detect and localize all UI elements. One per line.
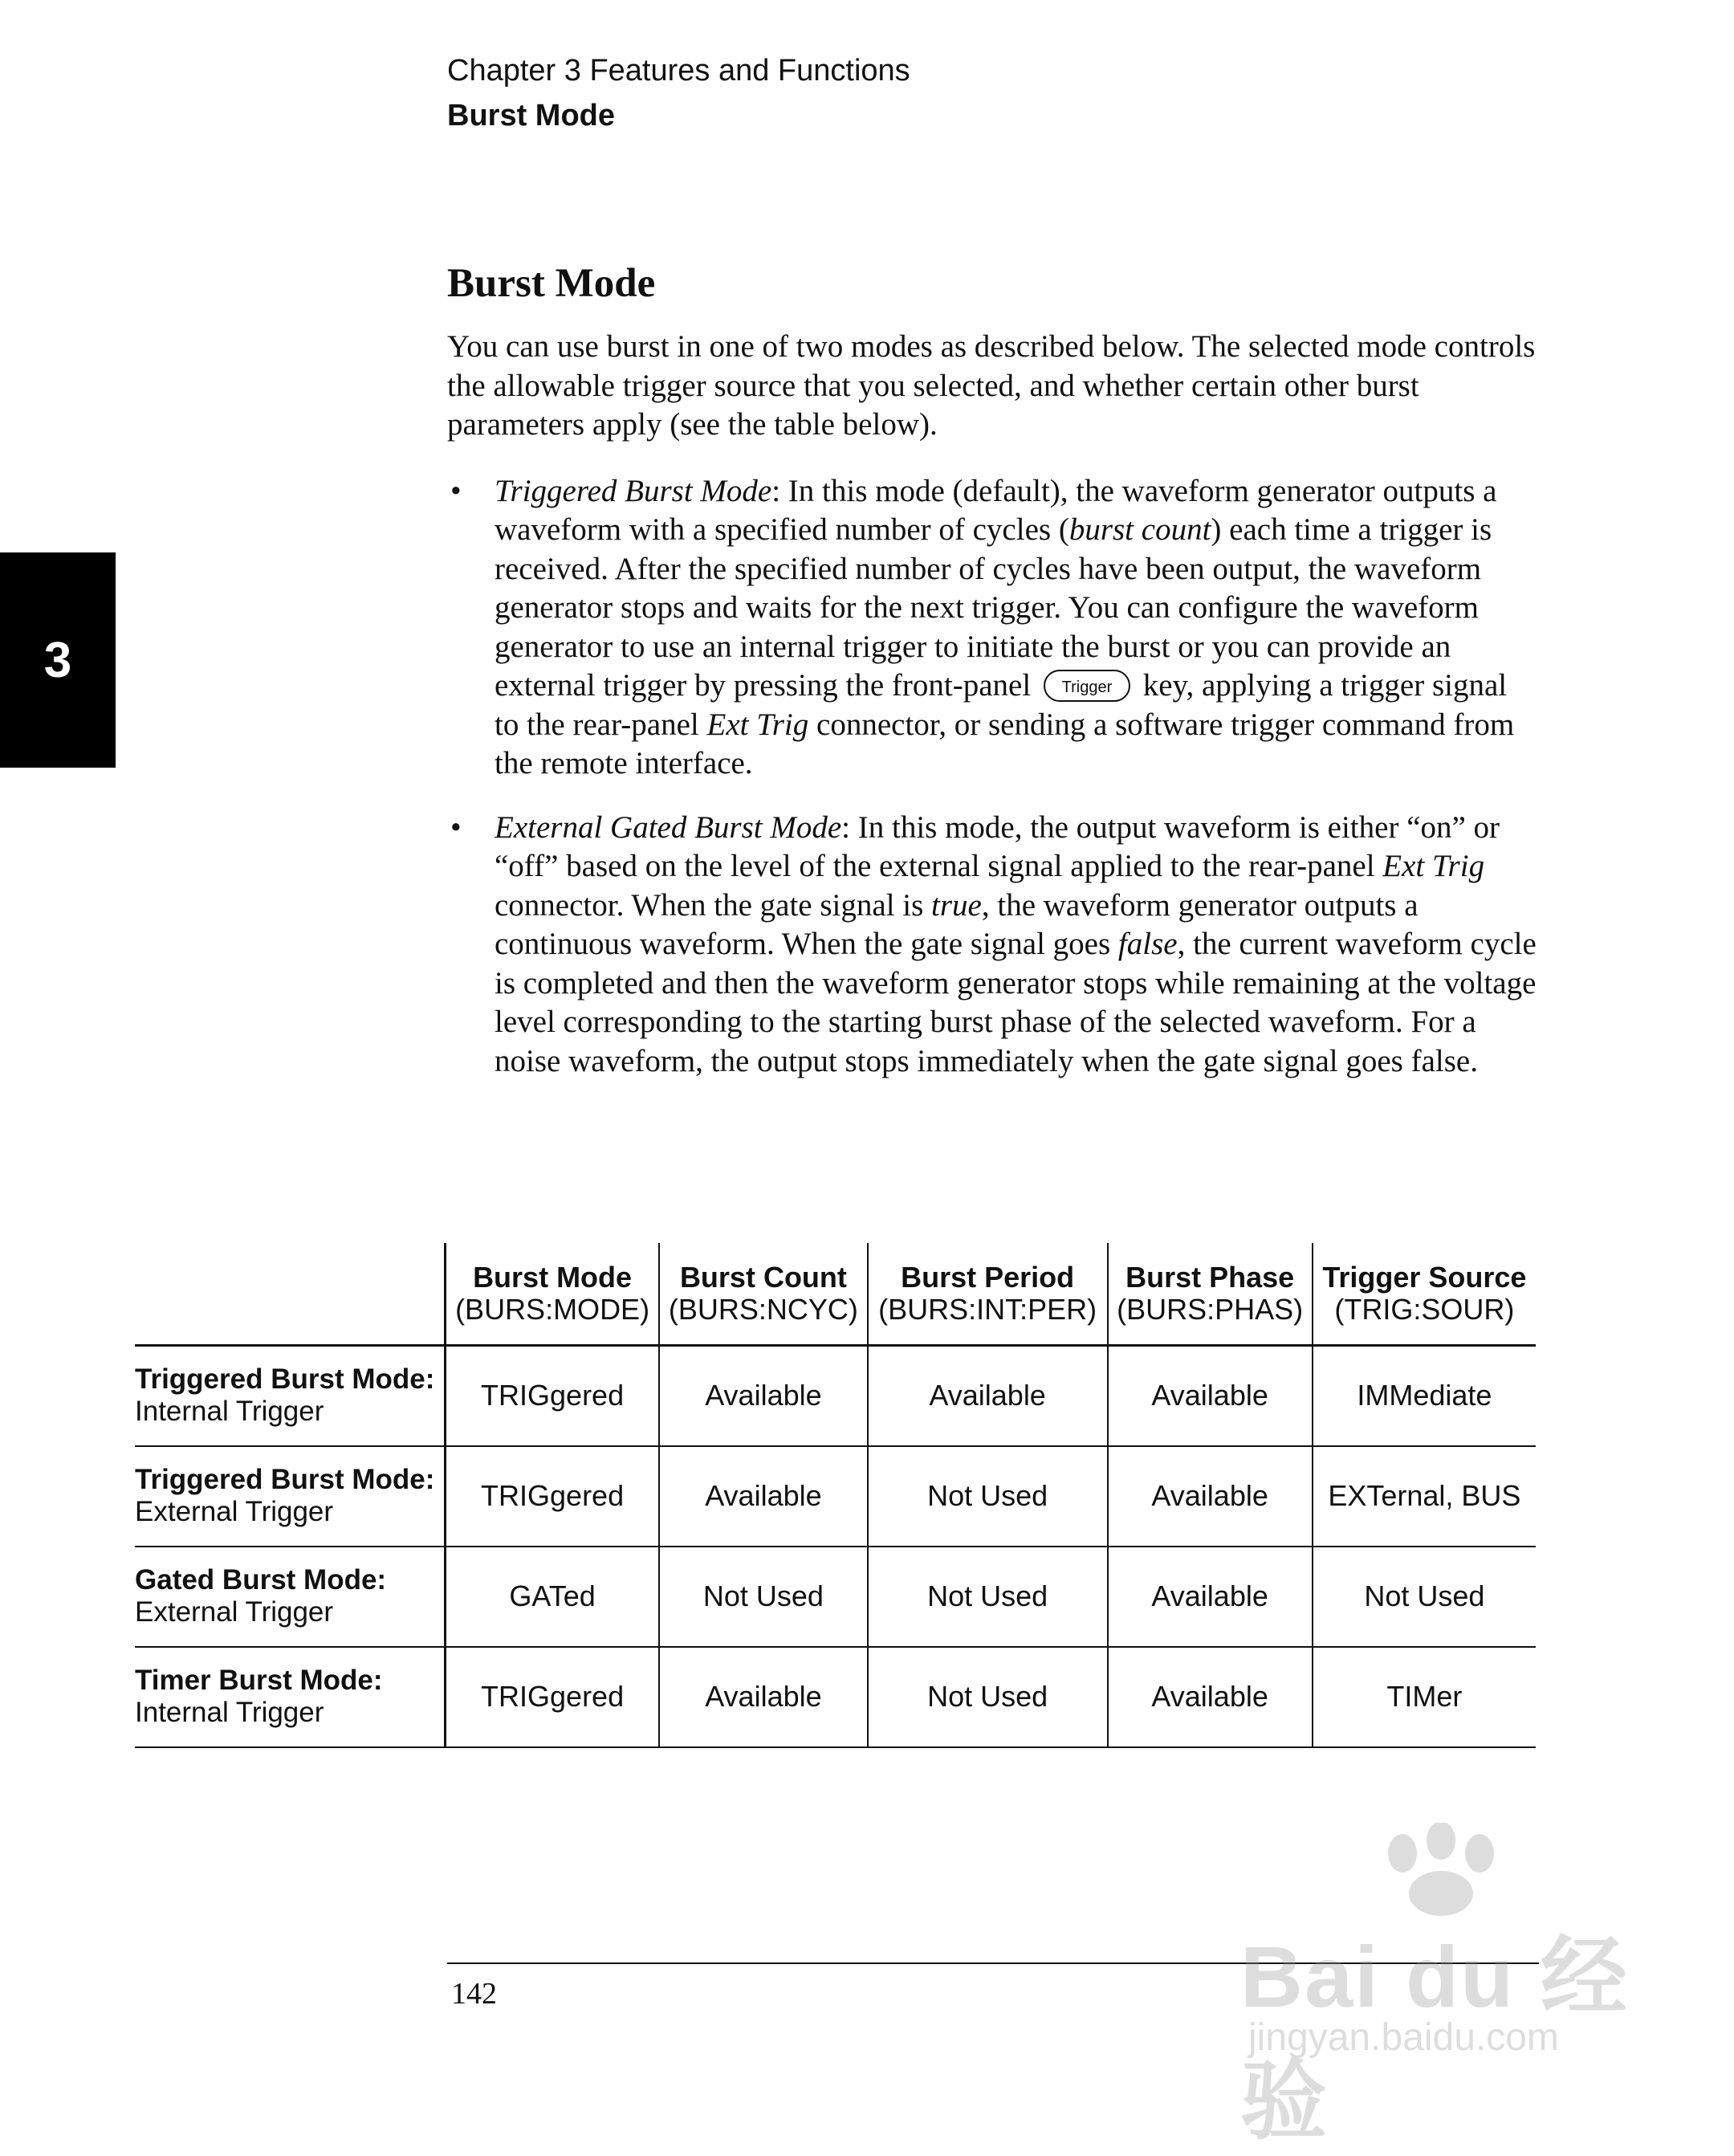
column-header-command: (BURS:INT:PER) [878,1293,1097,1326]
table-cell: TIMer [1313,1647,1536,1747]
bullet-text: connector, or sending a software trigger command from the remote interface. [495,707,1515,780]
intro-paragraph: You can use burst in one of two modes as described below. The selected mode controls the allowable trigger source that you selected, and whether certain other burst parameters apply (see the table below). [447,329,1536,442]
watermark [1240,1823,1658,2150]
bullet-term: External Gated Burst Mode [495,809,842,845]
running-header-section: Burst Mode [447,99,615,132]
table-cell: IMMediate [1313,1346,1536,1446]
row-header-trigger: External Trigger [135,1596,334,1628]
page-number: 142 [451,1977,497,2011]
watermark-brand: Bai du 经验 [1240,1928,1630,2150]
column-header-command: (TRIG:SOUR) [1334,1293,1515,1326]
table-cell: Available [659,1346,868,1446]
column-header-command: (BURS:MODE) [455,1293,650,1326]
row-header-mode: Triggered Burst Mode: [135,1363,435,1396]
bullet-text: : In this mode, the output waveform is either “on” or “off” based on the level of the external signal applied to the rear-panel [495,809,1500,883]
bullet-text: : In this mode (default), the waveform generator outputs a waveform with a specified number of cycles ( [495,473,1497,547]
row-header [135,1547,446,1647]
column-header-title: Trigger Source [1322,1261,1527,1294]
column-header-command: (BURS:PHAS) [1117,1293,1304,1326]
column-header-title: Burst Phase [1125,1261,1295,1294]
column-header-burst-phase [1108,1243,1313,1346]
table-header-row [135,1243,1536,1346]
page-content [447,255,1539,1106]
table-cell: Not Used [868,1647,1108,1747]
column-header-trigger-source [1313,1243,1536,1346]
table-cell: Available [659,1647,868,1747]
column-header-burst-period [868,1243,1108,1346]
table-cell: TRIGgered [446,1446,660,1547]
table-cell: Available [1108,1446,1313,1547]
table-header [135,1243,1536,1346]
running-header [447,48,910,138]
burst-mode-table [135,1243,1536,1748]
column-header-title: Burst Count [679,1261,847,1294]
bullet-term: Triggered Burst Mode [495,473,772,508]
watermark-url: jingyan.baidu.com [1248,2016,1559,2059]
row-header-trigger: External Trigger [135,1496,334,1527]
page-title: Burst Mode [447,261,656,306]
bullet-icon: • [450,473,462,508]
table-cell: GATed [446,1547,660,1647]
bullet-text: connector. When the gate signal is [495,887,932,923]
row-header-mode: Timer Burst Mode: [135,1665,383,1696]
bullet-text: , the waveform generator outputs a continuous waveform. When the gate signal goes [495,887,1419,961]
row-header-mode: Triggered Burst Mode: [135,1464,435,1495]
bullet-emphasis: false [1117,927,1178,961]
bullet-emphasis: Ext Trig [1382,849,1485,883]
table-cell: Available [659,1446,868,1547]
bullet-emphasis: true [931,887,982,923]
table-row [135,1547,1536,1647]
row-header [135,1647,446,1747]
table-corner-cell [135,1243,446,1346]
table-body [135,1346,1536,1747]
table-cell: EXTernal, BUS [1313,1446,1536,1547]
table-cell: Available [1108,1346,1313,1446]
trigger-key-icon: Trigger [1044,670,1130,702]
bullet-text: key, applying a trigger signal to the rear-panel [495,668,1508,742]
list-item-gated-burst [447,809,1539,1082]
column-header-title: Burst Period [901,1261,1075,1294]
table-cell: Available [1108,1547,1313,1647]
column-header-title: Burst Mode [473,1261,633,1294]
table-cell: Available [868,1346,1108,1446]
bullet-text: , the current waveform cycle is completed and then the waveform generator stops while remaining at the voltage level corresponding to the starting burst phase of the selected waveform. For a noise waveform, the output stops immediately when the gate signal goes false. [495,927,1537,1078]
list-item-triggered-burst [447,472,1539,784]
chapter-tab: 3 [0,552,116,768]
table-row [135,1647,1536,1747]
table-cell: Not Used [1313,1547,1536,1647]
bullet-emphasis: Ext Trig [706,707,809,742]
bullet-emphasis: burst count [1068,512,1211,547]
row-header-trigger: Internal Trigger [135,1697,324,1728]
table-row [135,1446,1536,1547]
bullet-text: ) each time a trigger is received. After the specified number of cycles have been output, the waveform generator stops and waits for the next trigger. You can configure the waveform generator to use an internal trigger to initiate the burst or you can provide an external trigger by pressing the front-panel [495,512,1492,703]
table-cell: Not Used [868,1547,1108,1647]
row-header-trigger: Internal Trigger [135,1396,324,1428]
bullet-icon: • [450,809,462,845]
mode-list [447,472,1539,1082]
column-header-burst-count [659,1243,868,1346]
column-header-burst-mode [446,1243,660,1346]
column-header-command: (BURS:NCYC) [668,1293,858,1326]
table-cell: Not Used [868,1446,1108,1547]
table-cell: Available [1108,1647,1313,1747]
paw-logo-icon [1353,1823,1529,1919]
table-cell: Not Used [659,1547,868,1647]
running-header-chapter: Chapter 3 Features and Functions [447,54,910,88]
table-cell: TRIGgered [446,1346,660,1446]
table-row [135,1346,1536,1446]
row-header-mode: Gated Burst Mode: [135,1564,387,1596]
table-cell: TRIGgered [446,1647,660,1747]
row-header [135,1346,446,1446]
row-header [135,1446,446,1547]
